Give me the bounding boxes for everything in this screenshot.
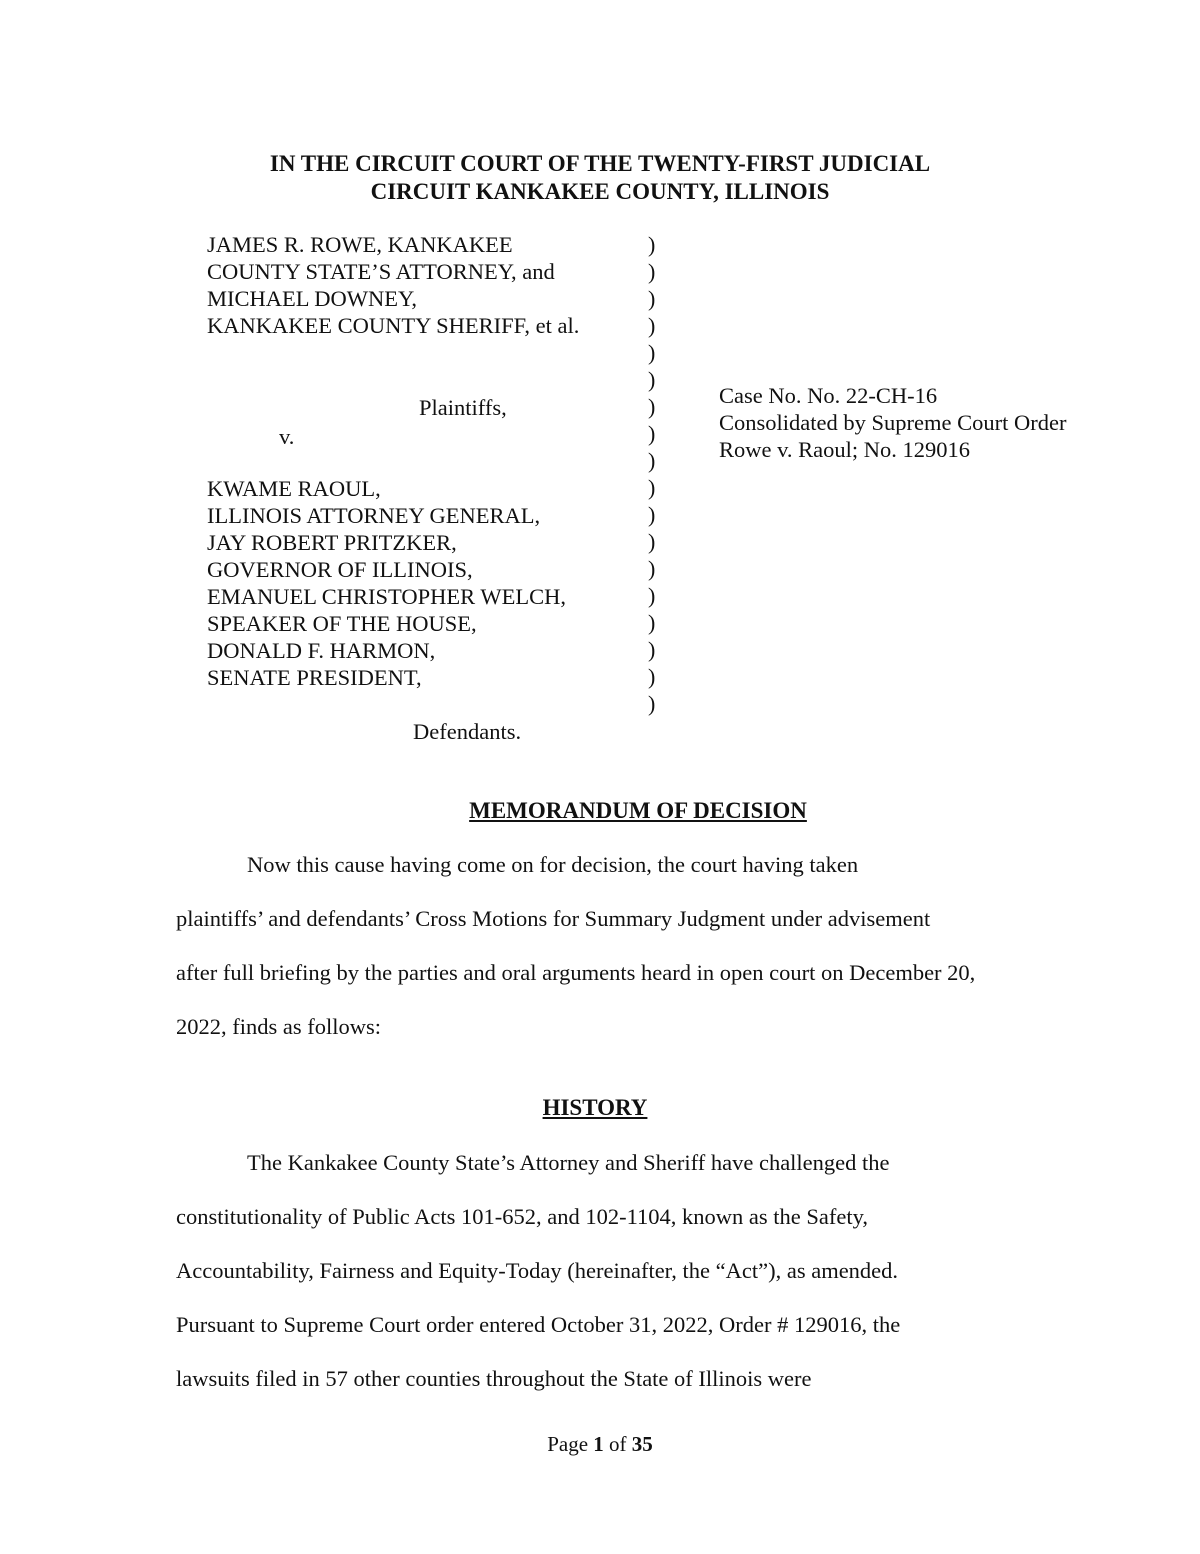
page-of: of (609, 1432, 627, 1456)
defendant-name-line: EMANUEL CHRISTOPHER WELCH, (207, 584, 566, 609)
case-consolidation: Consolidated by Supreme Court Order (719, 410, 1067, 435)
caption-paren: ) (648, 340, 656, 365)
case-supreme-court-ref: Rowe v. Raoul; No. 129016 (719, 437, 971, 462)
court-title-line-2: CIRCUIT KANKAKEE COUNTY, ILLINOIS (370, 179, 830, 204)
history-heading: HISTORY (542, 1095, 648, 1120)
caption-paren: ) (648, 313, 656, 338)
defendant-name-line: JAY ROBERT PRITZKER, (207, 530, 457, 555)
plaintiff-name-line: MICHAEL DOWNEY, (207, 286, 417, 311)
defendants-label: Defendants. (413, 719, 522, 744)
history-line: constitutionality of Public Acts 101-652, and 102-1104, known as the Safety, (176, 1204, 868, 1229)
caption-paren: ) (648, 259, 656, 284)
caption-paren: ) (648, 664, 656, 689)
history-line: lawsuits filed in 57 other counties throughout the State of Illinois were (176, 1366, 812, 1391)
caption-paren: ) (648, 610, 656, 635)
memorandum-line: Now this cause having come on for decision, the court having taken (247, 852, 859, 877)
history-line: Pursuant to Supreme Court order entered October 31, 2022, Order # 129016, the (176, 1312, 901, 1337)
caption-paren: ) (648, 691, 656, 716)
page-prefix: Page (547, 1432, 589, 1456)
history-line: The Kankakee County State’s Attorney and Sheriff have challenged the (247, 1150, 890, 1175)
caption-paren: ) (648, 367, 656, 392)
caption-paren: ) (648, 529, 656, 554)
caption-paren: ) (648, 556, 656, 581)
caption-paren: ) (648, 421, 656, 446)
defendant-name-line: SPEAKER OF THE HOUSE, (207, 611, 477, 636)
defendant-name-line: DONALD F. HARMON, (207, 638, 436, 663)
versus-label: v. (279, 424, 295, 449)
plaintiff-name-line: JAMES R. ROWE, KANKAKEE (207, 232, 513, 257)
memorandum-line: 2022, finds as follows: (176, 1014, 381, 1039)
caption-paren: ) (648, 502, 656, 527)
defendant-name-line: GOVERNOR OF ILLINOIS, (207, 557, 473, 582)
case-number: Case No. No. 22-CH-16 (719, 383, 938, 408)
caption-paren: ) (648, 583, 656, 608)
page-number: 1 (593, 1432, 604, 1456)
page-total: 35 (631, 1432, 653, 1456)
caption-paren: ) (648, 475, 656, 500)
caption-paren: ) (648, 286, 656, 311)
caption-paren: ) (648, 637, 656, 662)
defendant-name-line: KWAME RAOUL, (207, 476, 381, 501)
memorandum-line: plaintiffs’ and defendants’ Cross Motions for Summary Judgment under advisement (176, 906, 931, 931)
plaintiff-name-line: KANKAKEE COUNTY SHERIFF, et al. (207, 313, 580, 338)
defendant-name-line: SENATE PRESIDENT, (207, 665, 422, 690)
memorandum-heading: MEMORANDUM OF DECISION (469, 798, 807, 823)
defendant-name-line: ILLINOIS ATTORNEY GENERAL, (207, 503, 541, 528)
court-title-line-1: IN THE CIRCUIT COURT OF THE TWENTY-FIRST JUDICIAL (269, 151, 931, 176)
plaintiff-name-line: COUNTY STATE’S ATTORNEY, and (207, 259, 555, 284)
caption-paren: ) (648, 394, 656, 419)
plaintiffs-label: Plaintiffs, (419, 395, 507, 420)
caption-paren: ) (648, 232, 656, 257)
history-line: Accountability, Fairness and Equity-Today (hereinafter, the “Act”), as amended. (176, 1258, 899, 1283)
caption-paren: ) (648, 448, 656, 473)
page-footer (0, 1432, 1200, 1457)
memorandum-line: after full briefing by the parties and oral arguments heard in open court on December 20, (176, 960, 976, 985)
